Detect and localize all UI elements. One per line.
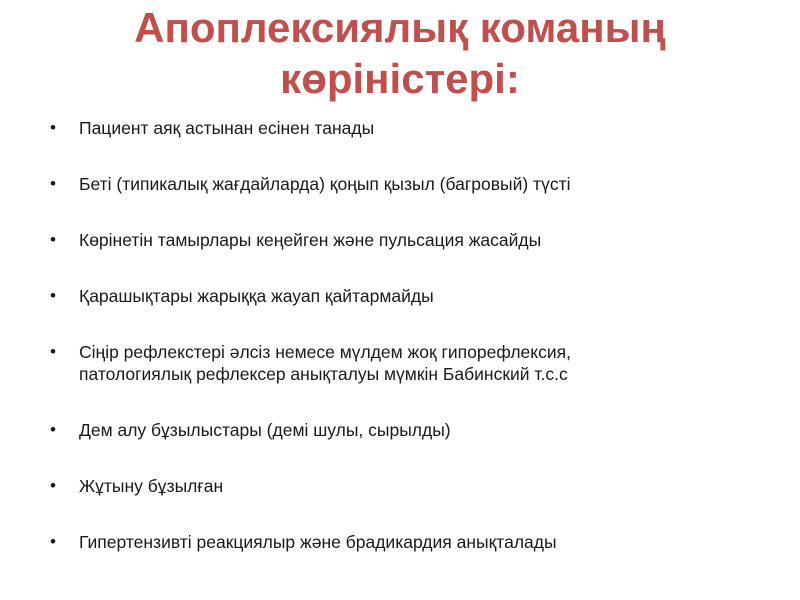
bullet-dot-icon: • xyxy=(50,420,56,439)
bullet-text-line-1: Сіңір рефлекстері әлсіз немесе мүлдем жоқ гипорефлексия, xyxy=(79,342,571,362)
bullet-dot-icon: • xyxy=(50,476,56,495)
slide-title-line-1: Апоплексиялық команың xyxy=(134,4,666,51)
bullet-item-5 xyxy=(50,341,770,385)
bullet-list xyxy=(50,117,770,587)
bullet-text: Жұтыну бұзылған xyxy=(79,476,224,496)
bullet-dot-icon: • xyxy=(50,118,56,137)
bullet-item-4 xyxy=(50,285,770,307)
slide-title xyxy=(40,2,760,104)
bullet-item-7 xyxy=(50,475,770,497)
bullet-text: Пациент аяқ астынан есінен танады xyxy=(79,118,375,138)
bullet-item-6 xyxy=(50,419,770,441)
bullet-dot-icon: • xyxy=(50,286,56,305)
bullet-dot-icon: • xyxy=(50,342,56,361)
bullet-item-2 xyxy=(50,173,770,195)
bullet-text: Дем алу бұзылыстары (демі шулы, сырылды) xyxy=(79,420,451,440)
bullet-text: Қарашықтары жарыққа жауап қайтармайды xyxy=(79,286,434,306)
bullet-item-1 xyxy=(50,117,770,139)
bullet-text-line-2: патологиялық рефлексер анықталуы мүмкін Бабинский т.с.с xyxy=(79,364,568,384)
bullet-dot-icon: • xyxy=(50,532,56,551)
bullet-dot-icon: • xyxy=(50,230,56,249)
bullet-dot-icon: • xyxy=(50,174,56,193)
bullet-text: Көрінетін тамырлары кеңейген және пульсация жасайды xyxy=(79,230,542,250)
bullet-text: Беті (типикалық жағдайларда) қоңып қызыл (багровый) түсті xyxy=(79,174,571,194)
bullet-item-3 xyxy=(50,229,770,251)
bullet-item-8 xyxy=(50,531,770,553)
bullet-text: Гипертензивті реакциялыр және брадикардия анықталады xyxy=(79,532,557,552)
slide-title-line-2: көріністері: xyxy=(280,55,520,102)
